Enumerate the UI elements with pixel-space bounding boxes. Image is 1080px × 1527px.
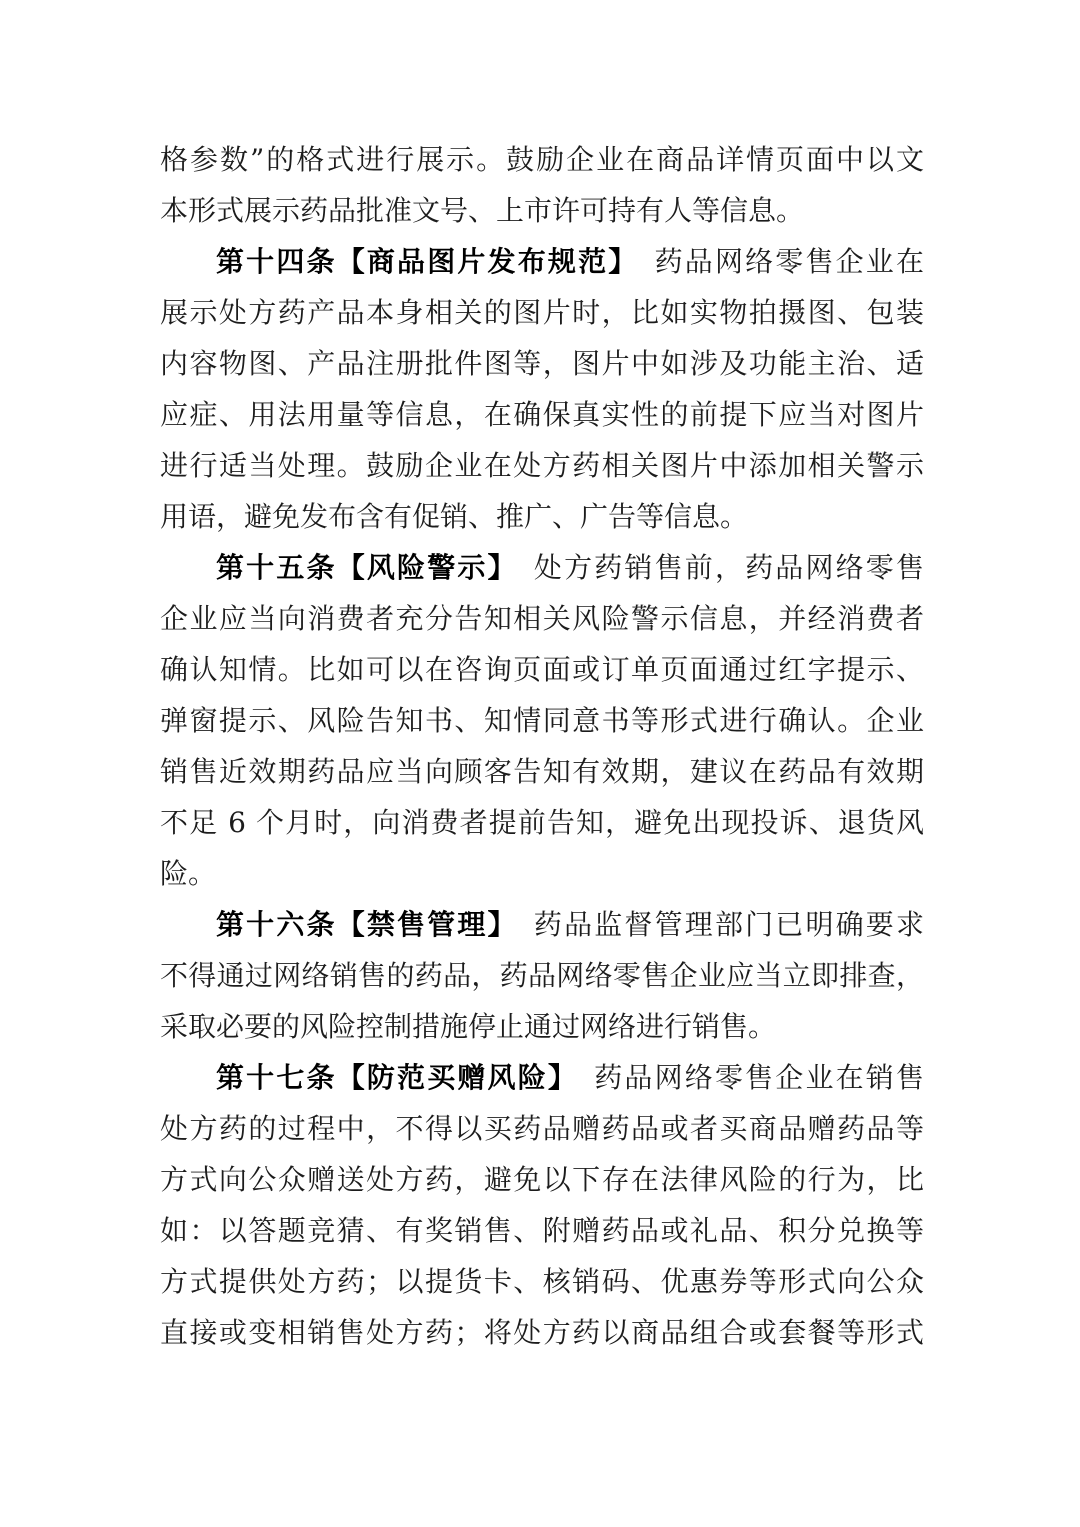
line-text: 弹窗提示、风险告知书、知情同意书等形式进行确认。企业 xyxy=(160,704,924,737)
line-text: 药品网络零售企业在 xyxy=(624,245,924,278)
line-text: 进行适当处理。鼓励企业在处方药相关图片中添加相关警示 xyxy=(160,449,924,482)
line-text: 药品网络零售企业在销售 xyxy=(564,1061,924,1094)
text-line xyxy=(160,1205,924,1256)
text-line xyxy=(160,134,924,185)
text-line xyxy=(160,695,924,746)
text-line xyxy=(160,797,924,848)
line-text: 处方药销售前，药品网络零售 xyxy=(503,551,924,584)
article-17-heading: 第十七条【防范买赠风险】 xyxy=(216,1061,565,1094)
line-text: 采取必要的风险控制措施停止通过网络进行销售。 xyxy=(160,1010,777,1043)
line-text: 方式提供处方药；以提货卡、核销码、优惠券等形式向公众 xyxy=(160,1265,924,1298)
text-line xyxy=(160,389,924,440)
article-16-heading: 第十六条【禁售管理】 xyxy=(216,908,504,941)
line-text: 不足 6 个月时，向消费者提前告知，避免出现投诉、退货风 xyxy=(160,806,924,839)
text-line xyxy=(160,1001,924,1052)
text-line xyxy=(160,644,924,695)
line-text: 企业应当向消费者充分告知相关风险警示信息，并经消费者 xyxy=(160,602,924,635)
line-text: 方式向公众赠送处方药，避免以下存在法律风险的行为，比 xyxy=(160,1163,924,1196)
line-text: 处方药的过程中，不得以买药品赠药品或者买商品赠药品等 xyxy=(160,1112,924,1145)
line-text: 本形式展示药品批准文号、上市许可持有人等信息。 xyxy=(160,194,805,227)
text-line xyxy=(160,1154,924,1205)
line-text: 如：以答题竞猜、有奖销售、附赠药品或礼品、积分兑换等 xyxy=(160,1214,924,1247)
line-text: 应症、用法用量等信息，在确保真实性的前提下应当对图片 xyxy=(160,398,924,431)
text-line xyxy=(160,440,924,491)
text-line-article-16 xyxy=(160,899,924,950)
text-line xyxy=(160,848,924,899)
line-text: 格参数”的格式进行展示。鼓励企业在商品详情页面中以文 xyxy=(160,143,924,176)
line-text: 展示处方药产品本身相关的图片时，比如实物拍摄图、包装 xyxy=(160,296,924,329)
text-line-article-15 xyxy=(160,542,924,593)
text-line xyxy=(160,287,924,338)
line-text: 确认知情。比如可以在咨询页面或订单页面通过红字提示、 xyxy=(160,653,924,686)
text-line-article-14 xyxy=(160,236,924,287)
text-line xyxy=(160,185,924,236)
line-text: 内容物图、产品注册批件图等，图片中如涉及功能主治、适 xyxy=(160,347,924,380)
line-text: 直接或变相销售处方药；将处方药以商品组合或套餐等形式 xyxy=(160,1316,924,1349)
line-text: 用语，避免发布含有促销、推广、广告等信息。 xyxy=(160,500,749,533)
text-line xyxy=(160,1256,924,1307)
text-line xyxy=(160,593,924,644)
text-line xyxy=(160,950,924,1001)
text-line xyxy=(160,1307,924,1358)
text-line xyxy=(160,746,924,797)
text-line-article-17 xyxy=(160,1052,924,1103)
line-text: 药品监督管理部门已明确要求 xyxy=(503,908,924,941)
line-text: 不得通过网络销售的药品，药品网络零售企业应当立即排查， xyxy=(160,959,924,992)
text-line xyxy=(160,1103,924,1154)
text-block xyxy=(160,134,924,1358)
text-line xyxy=(160,491,924,542)
article-15-heading: 第十五条【风险警示】 xyxy=(216,551,504,584)
text-line xyxy=(160,338,924,389)
article-14-heading: 第十四条【商品图片发布规范】 xyxy=(216,245,625,278)
line-text: 销售近效期药品应当向顾客告知有效期，建议在药品有效期 xyxy=(160,755,924,788)
line-text: 险。 xyxy=(160,857,217,890)
